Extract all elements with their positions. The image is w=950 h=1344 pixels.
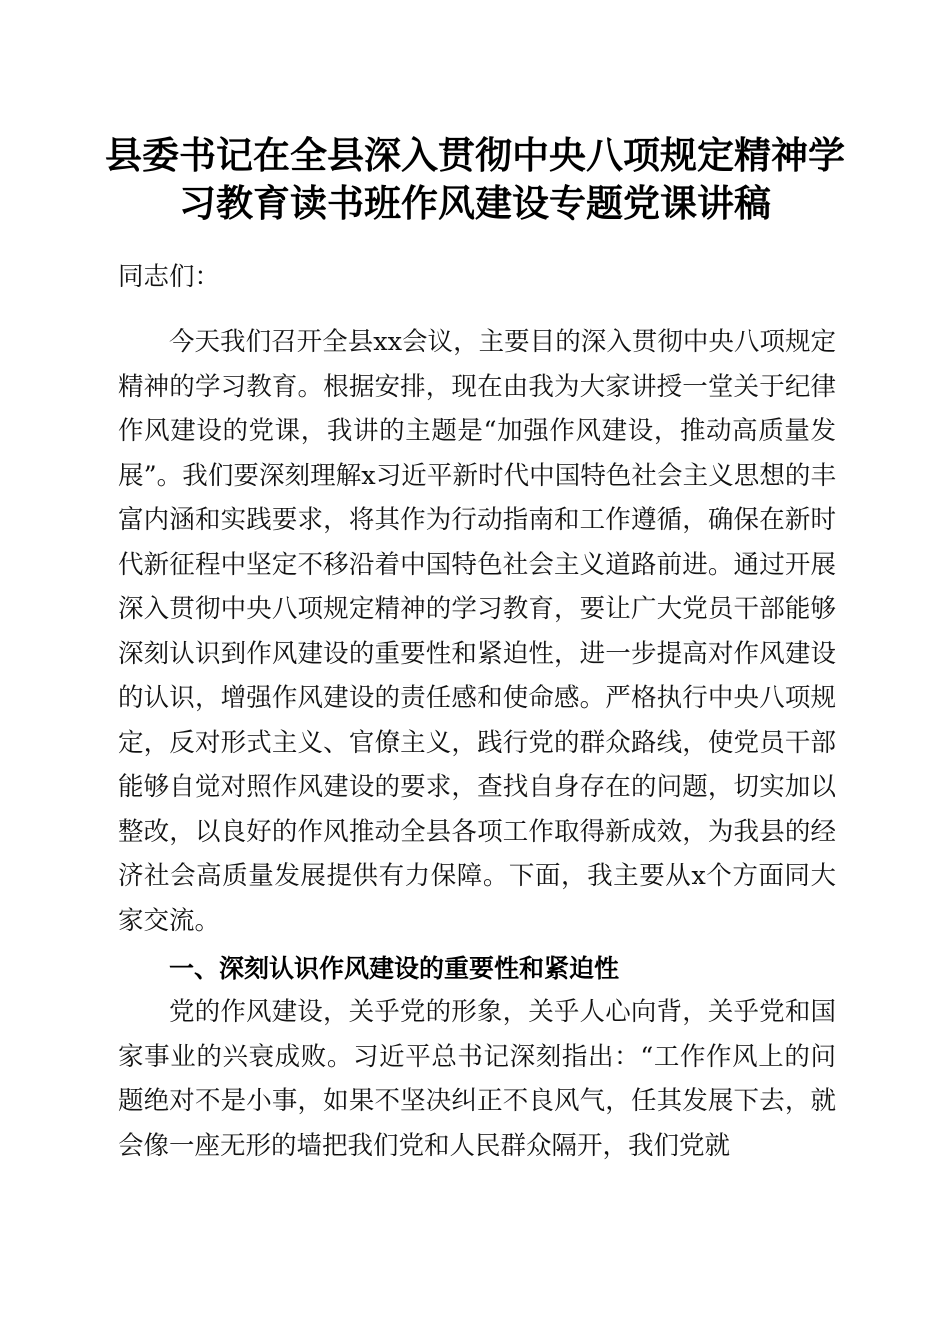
document-title: 县委书记在全县深入贯彻中央八项规定精神学习教育读书班作风建设专题党课讲稿 — [105, 134, 845, 225]
paragraph-intro: 今天我们召开全县xx会议，主要目的深入贯彻中央八项规定精神的学习教育。根据安排，现在由我为大家讲授一堂关于纪律作风建设的党课，我讲的主题是“加强作风建设，推动高质量发展”。我们要深刻理解x习近平新时代中国特色社会主义思想的丰富内涵和实践要求，将其作为行动指南和工作遵循，确保在新时代新征程中坚定不移沿着中国特色社会主义道路前进。通过开展深入贯彻中央八项规定精神的学习教育，要让广大党员干部能够深刻认识到作风建设的重要性和紧迫性，进一步提高对作风建设的认识，增强作风建设的责任感和使命感。严格执行中央八项规定，反对形式主义、官僚主义，践行党的群众路线，使党员干部能够自觉对照作风建设的要求，查找自身存在的问题，切实加以整改，以良好的作风推动全县各项工作取得新成效，为我县的经济社会高质量发展提供有力保障。下面，我主要从x个方面同大家交流。 — [118, 327, 836, 936]
salutation: 同志们： — [118, 262, 221, 292]
section-heading-1: 一、深刻认识作风建设的重要性和紧迫性 — [169, 954, 620, 983]
paragraph-section-1: 党的作风建设，关乎党的形象，关乎人心向背，关乎党和国家事业的兴衰成败。习近平总书记深刻指出：“工作作风上的问题绝对不是小事，如果不坚决纠正不良风气，任其发展下去，就会像一座无形的墙把我们党和人民群众隔开，我们党就 — [118, 997, 836, 1161]
